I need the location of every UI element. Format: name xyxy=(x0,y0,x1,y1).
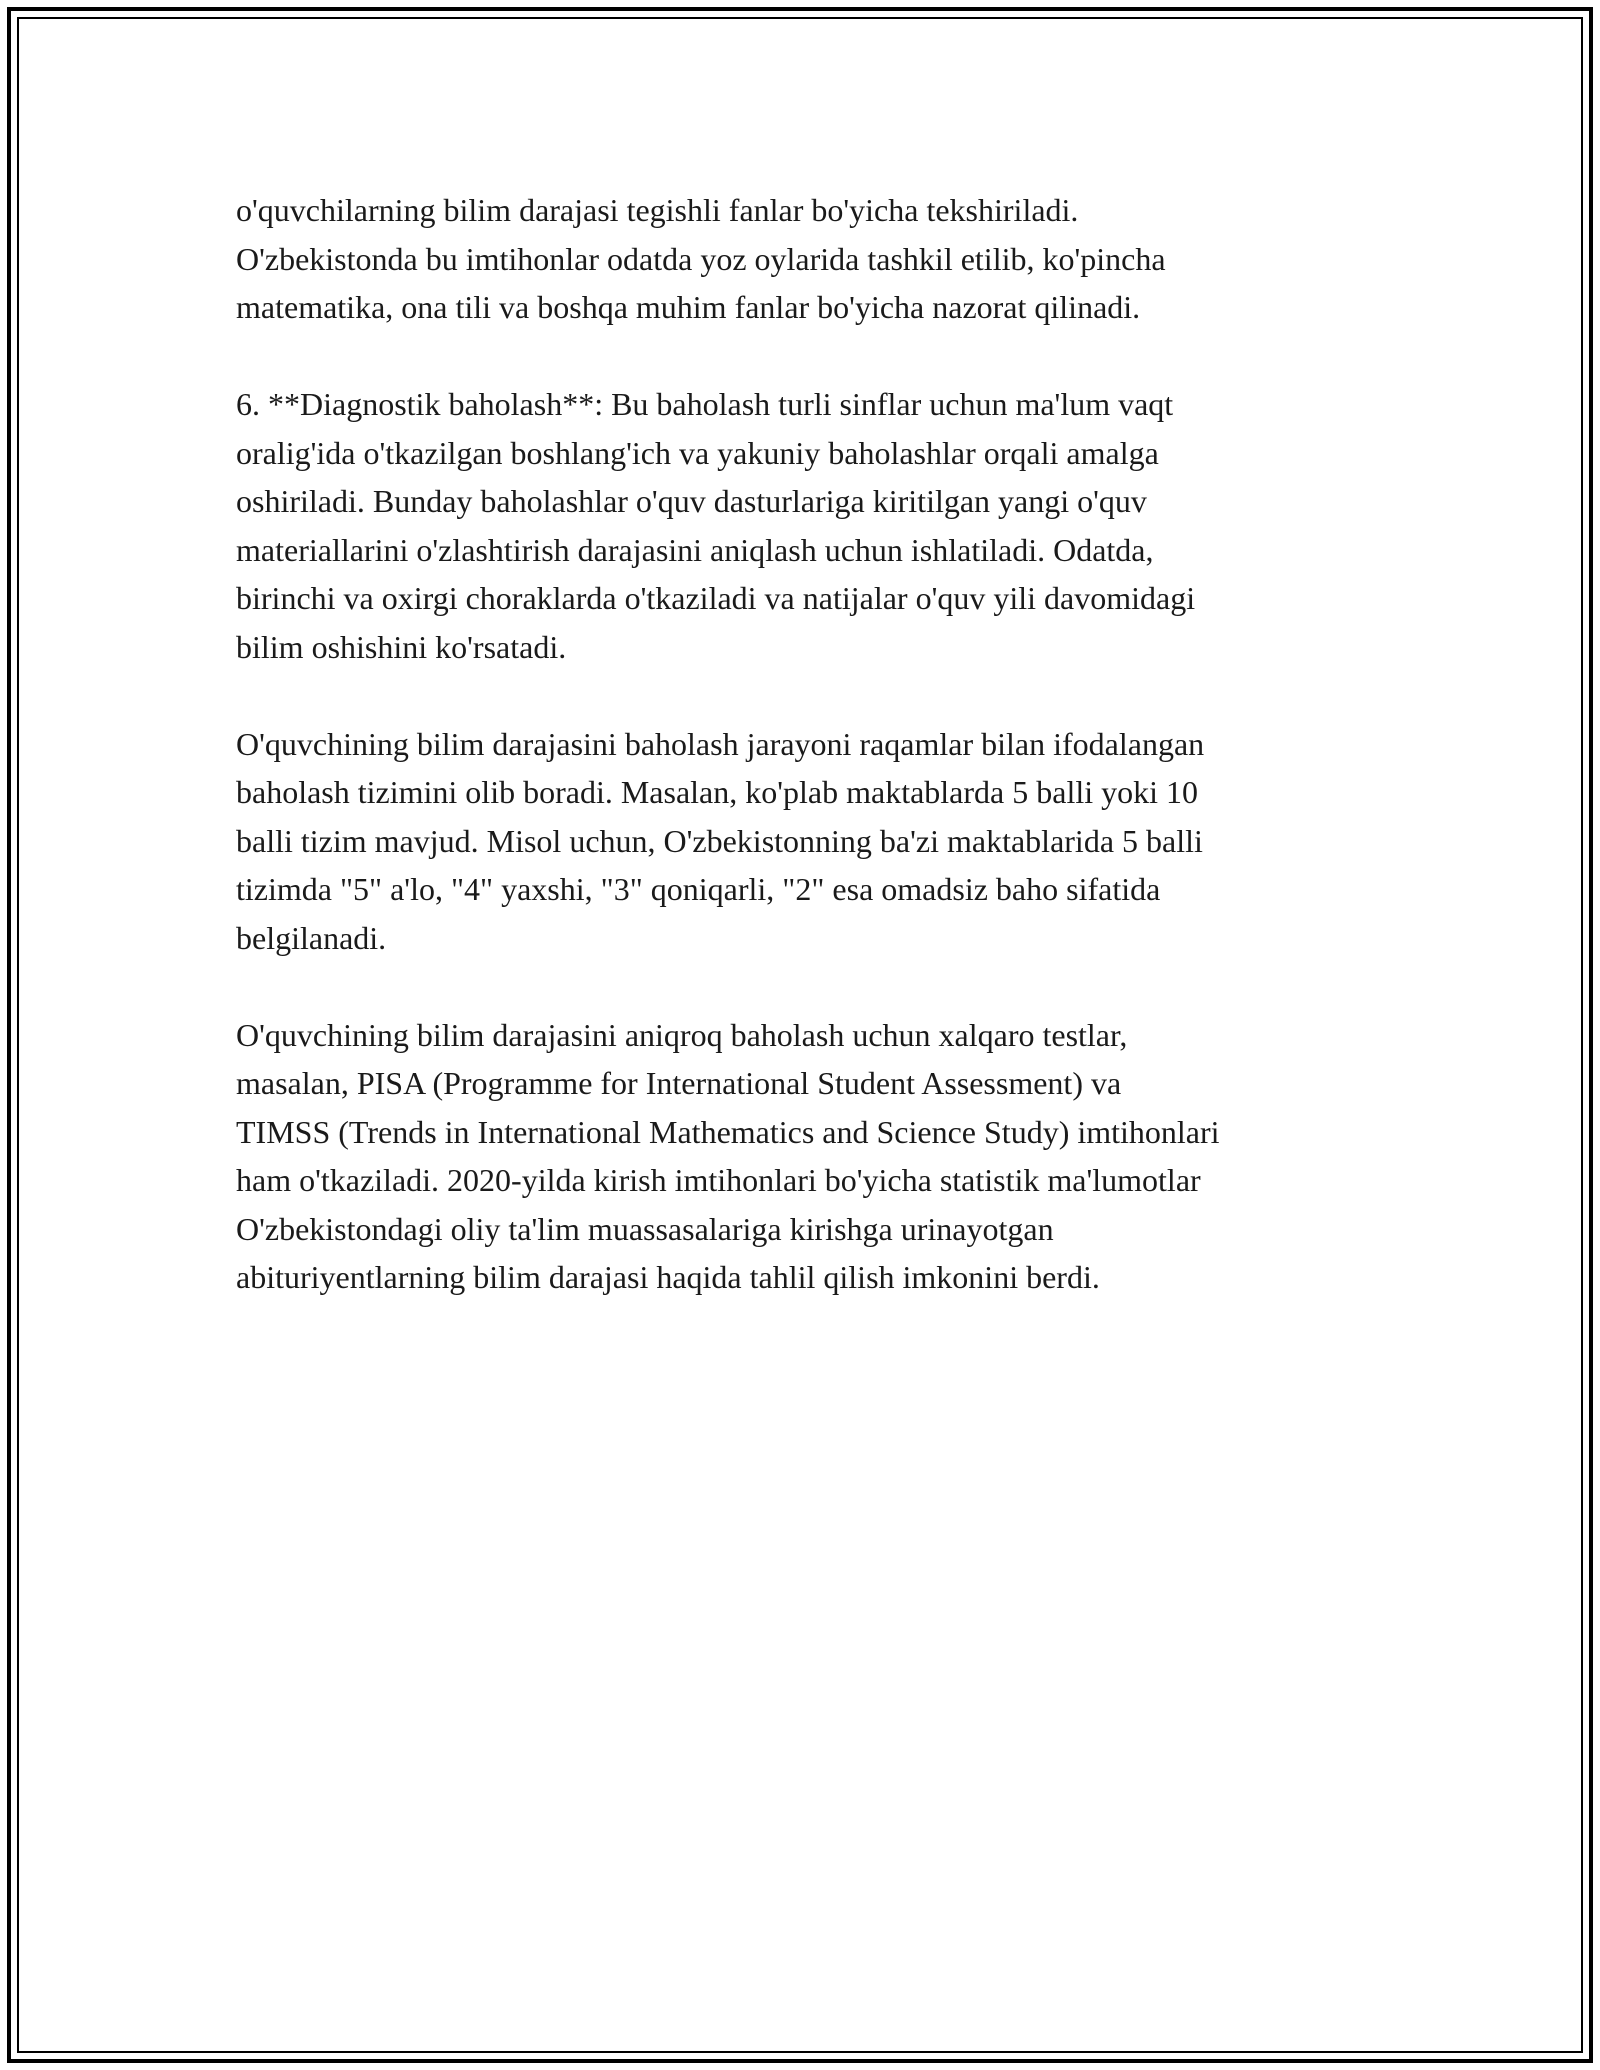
paragraph-exam-intro xyxy=(236,186,1386,332)
paragraph-grading-system xyxy=(236,720,1386,963)
text-line: oralig'ida o'tkazilgan boshlang'ich va yakuniy baholashlar orqali amalga xyxy=(236,434,1159,471)
text-line: O'quvchining bilim darajasini baholash jarayoni raqamlar bilan ifodalangan xyxy=(236,725,1205,762)
text-line: matematika, ona tili va boshqa muhim fanlar bo'yicha nazorat qilinadi. xyxy=(236,289,1141,325)
text-line: 6. **Diagnostik baholash**: Bu baholash turli sinflar uchun ma'lum vaqt xyxy=(236,386,1174,422)
text-line: O'zbekistonda bu imtihonlar odatda yoz oylarida tashkil etilib, ko'pincha xyxy=(236,240,1166,277)
text-line: oshiriladi. Bunday baholashlar o'quv dasturlariga kiritilgan yangi o'quv xyxy=(236,483,1147,519)
text-line: masalan, PISA (Programme for International Student Assessment) va xyxy=(236,1065,1122,1101)
paragraph-diagnostic-assessment xyxy=(236,380,1386,671)
text-line: bilim oshishini ko'rsatadi. xyxy=(236,628,567,665)
text-line: baholash tizimini olib boradi. Masalan, ko'plab maktablarda 5 balli yoki 10 xyxy=(236,774,1198,810)
paragraph-international-tests xyxy=(236,1011,1386,1302)
text-line: o'quvchilarning bilim darajasi tegishli fanlar bo'yicha tekshiriladi. xyxy=(236,192,1079,228)
text-line: birinchi va oxirgi choraklarda o'tkaziladi va natijalar o'quv yili davomidagi xyxy=(236,580,1196,616)
text-line: TIMSS (Trends in International Mathematics and Science Study) imtihonlari xyxy=(236,1113,1220,1150)
text-line: O'quvchining bilim darajasini aniqroq baholash uchun xalqaro testlar, xyxy=(236,1016,1128,1053)
text-line: O'zbekistondagi oliy ta'lim muassasalariga kirishga urinayotgan xyxy=(236,1210,1054,1247)
text-line: materiallarini o'zlashtirish darajasini aniqlash uchun ishlatiladi. Odatda, xyxy=(236,531,1154,568)
text-line: abituriyentlarning bilim darajasi haqida tahlil qilish imkonini berdi. xyxy=(236,1259,1100,1295)
text-line: ham o'tkaziladi. 2020-yilda kirish imtihonlari bo'yicha statistik ma'lumotlar xyxy=(236,1162,1201,1198)
document-body xyxy=(236,186,1386,1350)
text-line: belgilanadi. xyxy=(236,919,387,956)
text-line: balli tizim mavjud. Misol uchun, O'zbekistonning ba'zi maktablarida 5 balli xyxy=(236,822,1203,859)
text-line: tizimda "5" a'lo, "4" yaxshi, "3" qoniqarli, "2" esa omadsiz baho sifatida xyxy=(236,871,1161,907)
